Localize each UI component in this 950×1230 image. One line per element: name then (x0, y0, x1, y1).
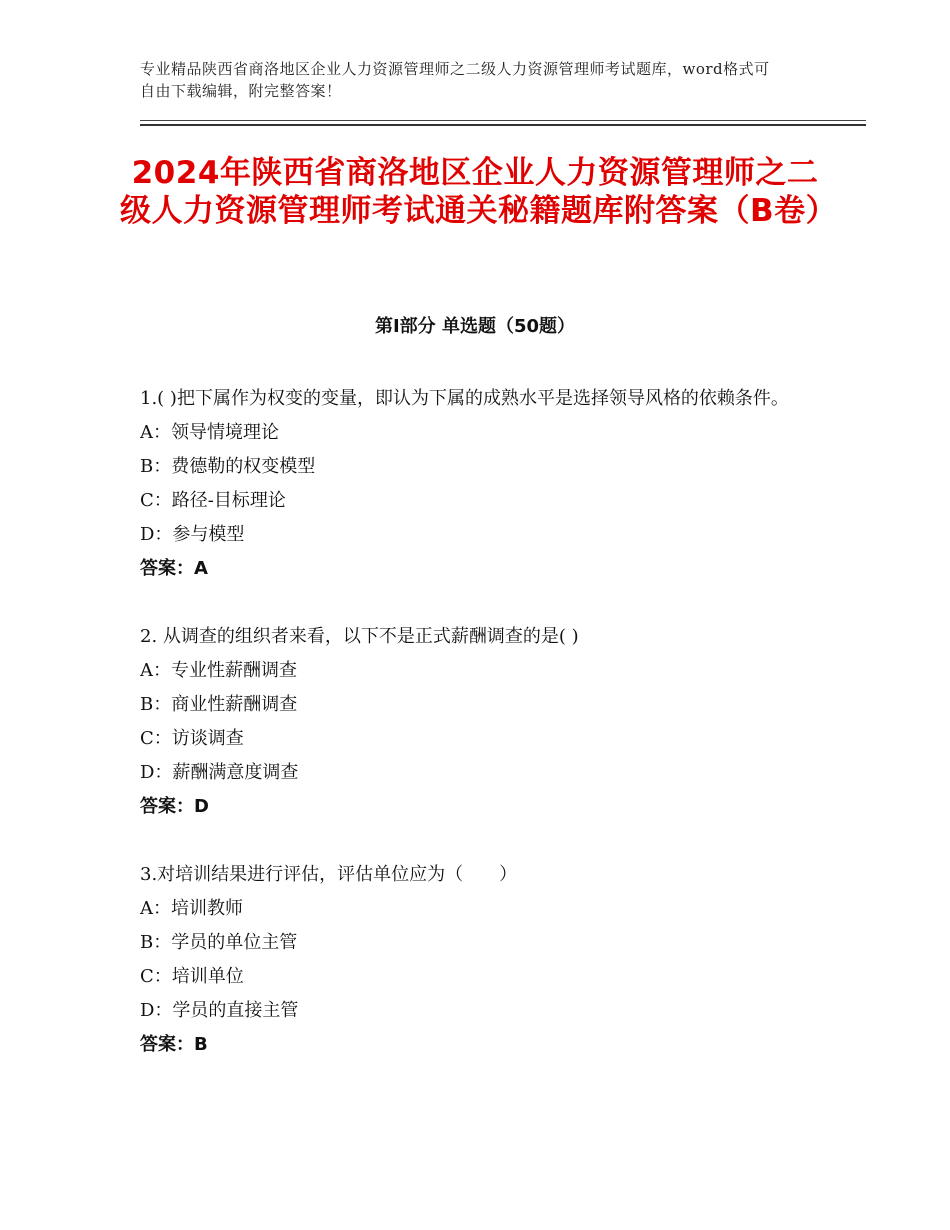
question-2 (140, 620, 810, 824)
question-3 (140, 858, 810, 1062)
option-d: D：参与模型 (140, 524, 245, 545)
option-b: B：费德勒的权变模型 (140, 456, 316, 477)
header-divider (140, 120, 866, 121)
option-a: A：专业性薪酬调查 (140, 660, 297, 681)
option-b: B：学员的单位主管 (140, 932, 298, 953)
option-b: B：商业性薪酬调查 (140, 694, 298, 715)
option-d: D：学员的直接主管 (140, 1000, 299, 1021)
document-title: 2024年陕西省商洛地区企业人力资源管理师之二级人力资源管理师考试通关秘籍题库附答案（B卷） (120, 155, 838, 229)
question-stem: 3.对培训结果进行评估，评估单位应为（ ） (140, 864, 518, 885)
question-stem: 2. 从调查的组织者来看，以下不是正式薪酬调查的是( ) (140, 626, 579, 647)
question-stem: 1.( )把下属作为权变的变量，即认为下属的成熟水平是选择领导风格的依赖条件。 (140, 388, 789, 409)
answer-label: 答案：A (140, 558, 208, 579)
option-c: C：路径-目标理论 (140, 490, 286, 511)
question-1 (140, 382, 810, 586)
option-a: A：培训教师 (140, 898, 243, 919)
header-divider-thick (140, 124, 866, 126)
header-note: 专业精品陕西省商洛地区企业人力资源管理师之二级人力资源管理师考试题库，word格式可自由下载编辑，附完整答案！ (140, 60, 770, 100)
question-list (140, 382, 810, 1096)
option-d: D：薪酬满意度调查 (140, 762, 299, 783)
answer-label: 答案：B (140, 1034, 208, 1055)
section-heading: 第Ⅰ部分 单选题（50题） (374, 316, 575, 337)
answer-label: 答案：D (140, 796, 209, 817)
option-c: C：访谈调查 (140, 728, 244, 749)
option-c: C：培训单位 (140, 966, 244, 987)
option-a: A：领导情境理论 (140, 422, 279, 443)
